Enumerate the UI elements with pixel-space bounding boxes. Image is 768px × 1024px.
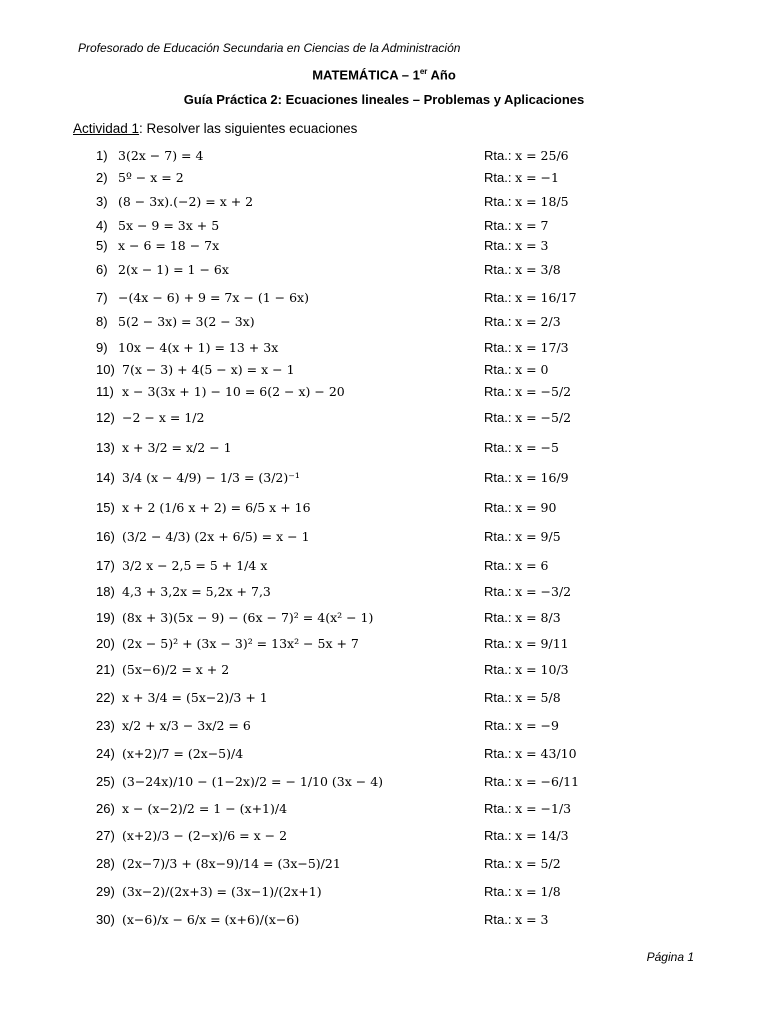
exercise-answer — [484, 854, 561, 874]
exercise-answer — [484, 236, 549, 256]
exercise-row — [0, 799, 768, 819]
answer-prefix: Rta.: — [484, 500, 516, 515]
exercise-number: 7) — [96, 290, 108, 305]
exercise-answer — [484, 634, 569, 654]
exercise-row — [0, 498, 768, 518]
exercise-number: 11) — [96, 384, 114, 399]
answer-prefix: Rta.: — [484, 290, 516, 305]
exercise-answer — [484, 688, 561, 708]
answer-value: x = 1/8 — [515, 884, 561, 899]
answer-prefix: Rta.: — [484, 340, 516, 355]
answer-prefix: Rta.: — [484, 610, 516, 625]
exercise-number: 16) — [96, 529, 115, 544]
exercise-equation: (8 − 3x).(−2) = x + 2 — [118, 194, 254, 209]
exercise-equation: (3x−2)/(2x+3) = (3x−1)/(2x+1) — [122, 884, 322, 899]
answer-value: x = 16/9 — [515, 470, 569, 485]
answer-value: x = 90 — [515, 500, 557, 515]
answer-value: x = 7 — [515, 218, 549, 233]
title-end: Año — [427, 67, 456, 83]
answer-value: x = −1/3 — [515, 801, 572, 816]
exercise-row — [0, 744, 768, 764]
exercise-equation: x/2 + x/3 − 3x/2 = 6 — [122, 718, 251, 733]
exercise-answer — [484, 744, 577, 764]
exercise-row — [0, 236, 768, 256]
answer-value: x = −5/2 — [515, 384, 572, 399]
exercise-answer — [484, 168, 559, 188]
answer-prefix: Rta.: — [484, 636, 516, 651]
answer-prefix: Rta.: — [484, 828, 516, 843]
exercise-row — [0, 312, 768, 332]
activity-label: Actividad 1 — [73, 121, 140, 136]
exercise-equation: (8x + 3)(5x − 9) − (6x − 7)² = 4(x² − 1) — [122, 610, 374, 625]
answer-value: x = 8/3 — [515, 610, 561, 625]
answer-prefix: Rta.: — [484, 440, 516, 455]
exercise-equation: 10x − 4(x + 1) = 13 + 3x — [118, 340, 279, 355]
answer-value: x = −6/11 — [515, 774, 580, 789]
exercise-row — [0, 288, 768, 308]
exercise-answer — [484, 146, 569, 166]
exercise-equation: (x+2)/3 − (2−x)/6 = x − 2 — [122, 828, 288, 843]
exercise-row — [0, 582, 768, 602]
exercise-answer — [484, 498, 556, 518]
exercise-equation: 5(2 − 3x) = 3(2 − 3x) — [118, 314, 255, 329]
exercise-number: 28) — [96, 856, 115, 871]
exercise-answer — [484, 772, 579, 792]
answer-prefix: Rta.: — [484, 314, 516, 329]
answer-prefix: Rta.: — [484, 470, 516, 485]
exercise-row — [0, 382, 768, 402]
exercise-row — [0, 527, 768, 547]
answer-prefix: Rta.: — [484, 410, 516, 425]
answer-value: x = 5/8 — [515, 690, 561, 705]
exercise-number: 30) — [96, 912, 115, 927]
exercise-equation: (x+2)/7 = (2x−5)/4 — [122, 746, 244, 761]
answer-value: x = 2/3 — [515, 314, 561, 329]
answer-prefix: Rta.: — [484, 529, 516, 544]
exercise-answer — [484, 608, 561, 628]
exercise-number: 10) — [96, 362, 115, 377]
answer-prefix: Rta.: — [484, 912, 516, 927]
answer-value: x = 3 — [515, 238, 549, 253]
exercise-number: 13) — [96, 440, 115, 455]
exercise-row — [0, 360, 768, 380]
answer-prefix: Rta.: — [484, 884, 516, 899]
exercise-row — [0, 146, 768, 166]
answer-prefix: Rta.: — [484, 148, 516, 163]
exercise-answer — [484, 826, 569, 846]
exercise-answer — [484, 799, 571, 819]
exercise-equation: −(4x − 6) + 9 = 7x − (1 − 6x) — [118, 290, 309, 305]
answer-prefix: Rta.: — [484, 194, 516, 209]
answer-value: x = −5/2 — [515, 410, 572, 425]
answer-value: x = 17/3 — [515, 340, 569, 355]
answer-value: x = 16/17 — [515, 290, 577, 305]
exercise-answer — [484, 716, 559, 736]
document-header: Profesorado de Educación Secundaria en Ciencias de la Administración — [78, 41, 461, 55]
exercise-number: 18) — [96, 584, 115, 599]
exercise-equation: 3/2 x − 2,5 = 5 + 1/4 x — [122, 558, 268, 573]
exercise-row — [0, 660, 768, 680]
exercise-number: 23) — [96, 718, 115, 733]
answer-value: x = 18/5 — [515, 194, 569, 209]
exercise-number: 1) — [96, 148, 108, 163]
answer-value: x = −5 — [515, 440, 559, 455]
exercise-answer — [484, 910, 549, 930]
exercise-row — [0, 716, 768, 736]
exercise-answer — [484, 438, 559, 458]
exercise-number: 19) — [96, 610, 115, 625]
exercise-equation: (3−24x)/10 − (1−2x)/2 = − 1/10 (3x − 4) — [122, 774, 384, 789]
exercise-number: 25) — [96, 774, 115, 789]
exercise-row — [0, 910, 768, 930]
exercise-answer — [484, 660, 569, 680]
exercise-number: 5) — [96, 238, 108, 253]
exercise-row — [0, 408, 768, 428]
exercise-equation: x − (x−2)/2 = 1 − (x+1)/4 — [122, 801, 288, 816]
exercise-answer — [484, 312, 561, 332]
answer-prefix: Rta.: — [484, 558, 516, 573]
answer-prefix: Rta.: — [484, 774, 516, 789]
answer-value: x = −1 — [515, 170, 559, 185]
exercise-number: 20) — [96, 636, 115, 651]
exercise-equation: (x−6)/x − 6/x = (x+6)/(x−6) — [122, 912, 300, 927]
exercise-row — [0, 882, 768, 902]
page-subtitle: Guía Práctica 2: Ecuaciones lineales – Problemas y Aplicaciones — [183, 92, 585, 107]
answer-value: x = 9/11 — [515, 636, 569, 651]
exercise-number: 24) — [96, 746, 115, 761]
exercise-number: 14) — [96, 470, 115, 485]
exercise-equation: (2x−7)/3 + (8x−9)/14 = (3x−5)/21 — [122, 856, 341, 871]
answer-value: x = 25/6 — [515, 148, 569, 163]
answer-value: x = 5/2 — [515, 856, 561, 871]
page-number: Página 1 — [646, 950, 694, 964]
answer-prefix: Rta.: — [484, 746, 516, 761]
exercise-number: 17) — [96, 558, 115, 573]
answer-value: x = 3/8 — [515, 262, 561, 277]
exercise-answer — [484, 408, 571, 428]
exercise-row — [0, 854, 768, 874]
answer-value: x = 9/5 — [515, 529, 561, 544]
answer-prefix: Rta.: — [484, 718, 516, 733]
answer-prefix: Rta.: — [484, 584, 516, 599]
exercise-answer — [484, 382, 571, 402]
title-main: MATEMÁTICA – 1 — [312, 67, 420, 83]
exercise-equation: x − 6 = 18 − 7x — [118, 238, 220, 253]
exercise-number: 15) — [96, 500, 115, 515]
exercise-answer — [484, 468, 569, 488]
exercise-row — [0, 826, 768, 846]
exercise-row — [0, 260, 768, 280]
exercise-answer — [484, 288, 577, 308]
answer-value: x = 10/3 — [515, 662, 569, 677]
exercise-answer — [484, 527, 561, 547]
exercise-equation: x − 3(3x + 1) − 10 = 6(2 − x) − 20 — [122, 384, 345, 399]
exercise-row — [0, 338, 768, 358]
exercise-equation: 5x − 9 = 3x + 5 — [118, 218, 220, 233]
answer-value: x = 3 — [515, 912, 549, 927]
answer-value: x = −9 — [515, 718, 559, 733]
exercise-number: 12) — [96, 410, 115, 425]
exercise-number: 8) — [96, 314, 108, 329]
exercise-answer — [484, 216, 549, 236]
exercise-answer — [484, 556, 549, 576]
exercise-answer — [484, 260, 561, 280]
exercise-number: 26) — [96, 801, 115, 816]
exercise-answer — [484, 192, 569, 212]
exercise-row — [0, 634, 768, 654]
answer-value: x = 6 — [515, 558, 549, 573]
answer-prefix: Rta.: — [484, 662, 516, 677]
answer-value: x = 14/3 — [515, 828, 569, 843]
exercise-number: 3) — [96, 194, 108, 209]
answer-prefix: Rta.: — [484, 856, 516, 871]
answer-prefix: Rta.: — [484, 218, 516, 233]
answer-prefix: Rta.: — [484, 801, 516, 816]
exercise-equation: 3/4 (x − 4/9) − 1/3 = (3/2)⁻¹ — [122, 470, 300, 485]
exercise-number: 6) — [96, 262, 108, 277]
exercise-equation: 7(x − 3) + 4(5 − x) = x − 1 — [122, 362, 295, 377]
exercise-equation: 4,3 + 3,2x = 5,2x + 7,3 — [122, 584, 271, 599]
exercise-equation: x + 3/2 = x/2 − 1 — [122, 440, 232, 455]
title-superscript: er — [419, 67, 428, 76]
exercise-number: 9) — [96, 340, 108, 355]
answer-prefix: Rta.: — [484, 238, 516, 253]
exercise-answer — [484, 882, 561, 902]
answer-value: x = −3/2 — [515, 584, 572, 599]
exercise-row — [0, 438, 768, 458]
exercise-row — [0, 688, 768, 708]
activity-text: : Resolver las siguientes ecuaciones — [139, 121, 358, 136]
exercise-row — [0, 608, 768, 628]
exercise-number: 27) — [96, 828, 115, 843]
exercise-equation: x + 3/4 = (5x−2)/3 + 1 — [122, 690, 268, 705]
answer-prefix: Rta.: — [484, 690, 516, 705]
exercise-equation: 3(2x − 7) = 4 — [118, 148, 204, 163]
exercise-number: 21) — [96, 662, 115, 677]
exercise-number: 2) — [96, 170, 108, 185]
answer-prefix: Rta.: — [484, 362, 516, 377]
answer-prefix: Rta.: — [484, 384, 516, 399]
exercise-number: 4) — [96, 218, 108, 233]
exercise-row — [0, 192, 768, 212]
exercise-answer — [484, 338, 569, 358]
exercise-row — [0, 772, 768, 792]
answer-prefix: Rta.: — [484, 262, 516, 277]
exercise-equation: (5x−6)/2 = x + 2 — [122, 662, 230, 677]
answer-prefix: Rta.: — [484, 170, 516, 185]
exercise-number: 29) — [96, 884, 115, 899]
exercise-equation: x + 2 (1/6 x + 2) = 6/5 x + 16 — [122, 500, 311, 515]
answer-value: x = 43/10 — [515, 746, 577, 761]
exercise-equation: (3/2 − 4/3) (2x + 6/5) = x − 1 — [122, 529, 310, 544]
exercise-row — [0, 468, 768, 488]
exercise-equation: −2 − x = 1/2 — [122, 410, 205, 425]
exercise-equation: 5º − x = 2 — [118, 170, 184, 185]
exercise-equation: 2(x − 1) = 1 − 6x — [118, 262, 229, 277]
exercise-row — [0, 216, 768, 236]
exercise-equation: (2x − 5)² + (3x − 3)² = 13x² − 5x + 7 — [122, 636, 359, 651]
exercise-row — [0, 556, 768, 576]
exercise-answer — [484, 360, 549, 380]
exercise-answer — [484, 582, 571, 602]
exercise-number: 22) — [96, 690, 115, 705]
exercise-row — [0, 168, 768, 188]
answer-value: x = 0 — [515, 362, 549, 377]
